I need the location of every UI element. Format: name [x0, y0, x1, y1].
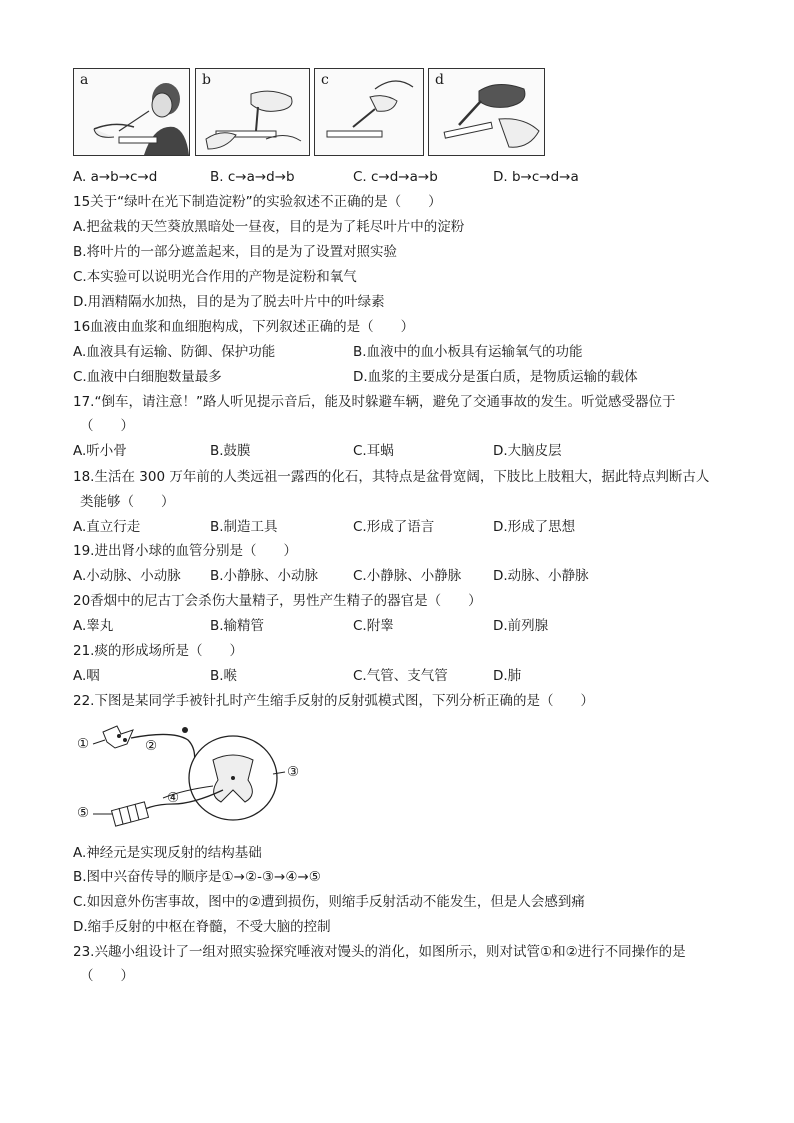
- figure-panel-d: [428, 68, 545, 156]
- q18-option-a[interactable]: A.直立行走: [73, 519, 141, 535]
- q18-option-d[interactable]: D.形成了思想: [493, 519, 576, 535]
- question-20-stem: 20香烟中的尼古丁会杀伤大量精子，男性产生精子的器官是（ ）: [73, 593, 482, 609]
- question-17-blank: （ ）: [80, 418, 134, 434]
- question-19-stem: 19.进出肾小球的血管分别是（ ）: [73, 543, 297, 559]
- label-nerve-center: ③: [287, 764, 300, 780]
- question-23-blank: （ ）: [80, 968, 134, 984]
- label-receptor: ①: [77, 736, 90, 752]
- mouth-swab-illustration: [74, 69, 189, 155]
- q22-option-c[interactable]: C.如因意外伤害事故，图中的②遭到损伤，则缩手反射活动不能发生，但是人会感到痛: [73, 894, 585, 910]
- q21-option-c[interactable]: C.气管、支气管: [353, 668, 448, 684]
- q21-option-d[interactable]: D.肺: [493, 668, 522, 684]
- label-effector: ⑤: [77, 805, 90, 821]
- q21-option-b[interactable]: B.喉: [210, 668, 238, 684]
- q17-option-a[interactable]: A.听小骨: [73, 443, 127, 459]
- q15-option-b[interactable]: B.将叶片的一部分遮盖起来，目的是为了设置对照实验: [73, 244, 398, 260]
- q17-option-b[interactable]: B.鼓膜: [210, 443, 251, 459]
- cover-slip-illustration: [429, 69, 544, 155]
- q19-option-b[interactable]: B.小静脉、小动脉: [210, 568, 319, 584]
- q18-option-b[interactable]: B.制造工具: [210, 519, 278, 535]
- option-d[interactable]: D. b→c→d→a: [493, 169, 579, 185]
- q15-option-a[interactable]: A.把盆栽的天竺葵放黑暗处一昼夜，目的是为了耗尽叶片中的淀粉: [73, 219, 465, 235]
- figure-panel-a: [73, 68, 190, 156]
- panel-label: c: [321, 72, 329, 88]
- q16-option-b[interactable]: B.血液中的血小板具有运输氧气的功能: [353, 344, 583, 360]
- q19-option-d[interactable]: D.动脉、小静脉: [493, 568, 589, 584]
- question-17-stem: 17.“倒车，请注意！”路人听见提示音后，能及时躲避车辆，避免了交通事故的发生。听觉感受器位于: [73, 394, 676, 410]
- experiment-steps-figure: [73, 68, 613, 156]
- q16-option-a[interactable]: A.血液具有运输、防御、保护功能: [73, 344, 276, 360]
- q20-option-a[interactable]: A.睾丸: [73, 618, 114, 634]
- slide-staining-illustration: [196, 69, 309, 155]
- label-motor-nerve: ④: [167, 790, 180, 806]
- figure-panel-b: [195, 68, 310, 156]
- q17-option-d[interactable]: D.大脑皮层: [493, 443, 562, 459]
- question-18-stem: 18.生活在 300 万年前的人类远祖一露西的化石，其特点是盆骨宽阔，下肢比上肢粗大，据此特点判断古人: [73, 469, 710, 485]
- panel-label: d: [435, 72, 444, 88]
- q22-option-a[interactable]: A.神经元是实现反射的结构基础: [73, 845, 262, 861]
- question-18-stem-cont: 类能够（ ）: [80, 494, 175, 510]
- panel-label: a: [80, 72, 89, 88]
- q18-option-c[interactable]: C.形成了语言: [353, 519, 435, 535]
- dropper-illustration: [315, 69, 423, 155]
- label-sensory-nerve: ②: [145, 738, 158, 754]
- q20-option-d[interactable]: D.前列腺: [493, 618, 549, 634]
- q19-option-c[interactable]: C.小静脉、小静脉: [353, 568, 462, 584]
- q22-option-d[interactable]: D.缩手反射的中枢在脊髓，不受大脑的控制: [73, 919, 331, 935]
- question-22-stem: 22.下图是某同学手被针扎时产生缩手反射的反射弧模式图，下列分析正确的是（ ）: [73, 693, 594, 709]
- q19-option-a[interactable]: A.小动脉、小动脉: [73, 568, 181, 584]
- q22-option-b[interactable]: B.图中兴奋传导的顺序是①→②-③→④→⑤: [73, 869, 321, 885]
- option-c[interactable]: C. c→d→a→b: [353, 169, 438, 185]
- q20-option-c[interactable]: C.附睾: [353, 618, 394, 634]
- q20-option-b[interactable]: B.输精管: [210, 618, 265, 634]
- q15-option-c[interactable]: C.本实验可以说明光合作用的产物是淀粉和氧气: [73, 269, 357, 285]
- question-23-stem: 23.兴趣小组设计了一组对照实验探究唾液对馒头的消化，如图所示，则对试管①和②进行不同操作的是: [73, 944, 686, 960]
- figure-panel-c: [314, 68, 424, 156]
- q21-option-a[interactable]: A.咽: [73, 668, 100, 684]
- q16-option-d[interactable]: D.血浆的主要成分是蛋白质，是物质运输的载体: [353, 369, 638, 385]
- reflex-arc-diagram: [73, 720, 313, 835]
- option-b[interactable]: B. c→a→d→b: [210, 169, 295, 185]
- panel-label: b: [202, 72, 211, 88]
- q17-option-c[interactable]: C.耳蜗: [353, 443, 394, 459]
- question-16-stem: 16血液由血浆和血细胞构成，下列叙述正确的是（ ）: [73, 319, 415, 335]
- q16-option-c[interactable]: C.血液中白细胞数量最多: [73, 369, 222, 385]
- question-15-stem: 15关于“绿叶在光下制造淀粉”的实验叙述不正确的是（ ）: [73, 194, 442, 210]
- q15-option-d[interactable]: D.用酒精隔水加热，目的是为了脱去叶片中的叶绿素: [73, 294, 385, 310]
- option-a[interactable]: A. a→b→c→d: [73, 169, 158, 185]
- question-21-stem: 21.痰的形成场所是（ ）: [73, 643, 243, 659]
